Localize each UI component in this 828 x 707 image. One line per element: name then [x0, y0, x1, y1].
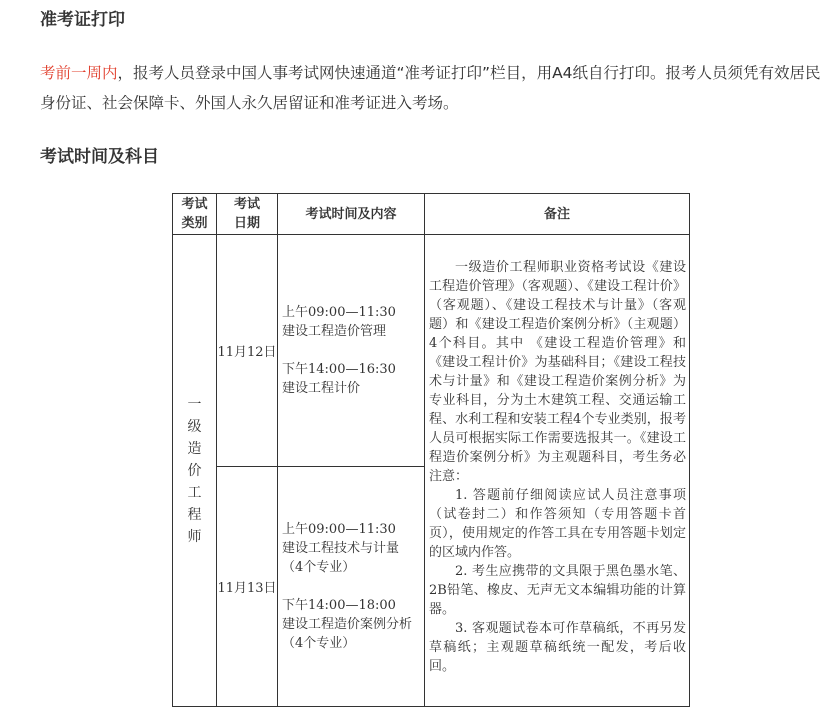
- category-text: 一级造价工程师: [187, 396, 202, 545]
- header-date: 考试日期: [217, 194, 278, 235]
- date-cell: 11月12日: [217, 235, 278, 467]
- session-extra: （4个专业）: [282, 636, 356, 651]
- notes-intro: 一级造价工程师职业资格考试设《建设工程造价管理》（客观题）、《建设工程计价》（客观题）、《建设工程技术与计量》（客观题）和《建设工程造价案例分析》（主观题）4个科目。其中 《建设工程造价管理》和《建设工程计价》为基础科目；《建设工程技术与计量》和《建设工程造价案例分析》为专业科目，分为土木建筑工程、交通运输工程、水利工程和安装工程4个专业类别，报考人员可根据实际工作需要选报其一。《建设工程造价案例分析》为主观题科目，考生务必注意：: [429, 260, 686, 484]
- session-subject: 建设工程造价案例分析: [282, 617, 413, 632]
- highlight-text: 考前一周内: [40, 64, 118, 82]
- header-category: 考试类别: [173, 194, 217, 235]
- notes-item-3: 3. 客观题试卷本可作草稿纸，不再另发草稿纸；主观题草稿纸统一配发，考后收回。: [429, 621, 686, 674]
- paragraph-text: ，报考人员登录中国人事考试网快速通道“准考证打印”栏目，用A4纸自行打印。报考人员须凭有效居民身份证、社会保障卡、外国人永久居留证和准考证进入考场。: [40, 64, 821, 112]
- session-subject: 建设工程计价: [282, 381, 361, 396]
- content-cell: [278, 235, 425, 467]
- session-subject: 建设工程技术与计量: [282, 541, 400, 556]
- session-time: 上午09:00—11:30: [282, 305, 396, 320]
- section-title-exam-schedule: 考试时间及科目: [40, 147, 159, 167]
- header-content: 考试时间及内容: [278, 194, 425, 235]
- session-extra: （4个专业）: [282, 560, 356, 575]
- exam-schedule-table: [172, 193, 690, 707]
- notes-cell: [425, 235, 690, 707]
- table-header-row: [173, 194, 690, 235]
- session-time: 下午14:00—18:00: [282, 598, 396, 613]
- section-title-admission-ticket: 准考证打印: [40, 10, 125, 30]
- table-row: [173, 235, 690, 467]
- notes-item-1: 1. 答题前仔细阅读应试人员注意事项（试卷封二）和作答须知（专用答题卡首页），使用规定的作答工具在专用答题卡划定的区域内作答。: [429, 488, 686, 560]
- header-notes: 备注: [425, 194, 690, 235]
- content-cell: [278, 467, 425, 707]
- date-cell: 11月13日: [217, 467, 278, 707]
- session-time: 下午14:00—16:30: [282, 362, 396, 377]
- admission-ticket-paragraph: [40, 58, 822, 118]
- session-time: 上午09:00—11:30: [282, 522, 396, 537]
- session-subject: 建设工程造价管理: [282, 324, 387, 339]
- category-cell: [173, 235, 217, 707]
- notes-item-2: 2. 考生应携带的文具限于黑色墨水笔、2B铅笔、橡皮、无声无文本编辑功能的计算器。: [429, 564, 686, 617]
